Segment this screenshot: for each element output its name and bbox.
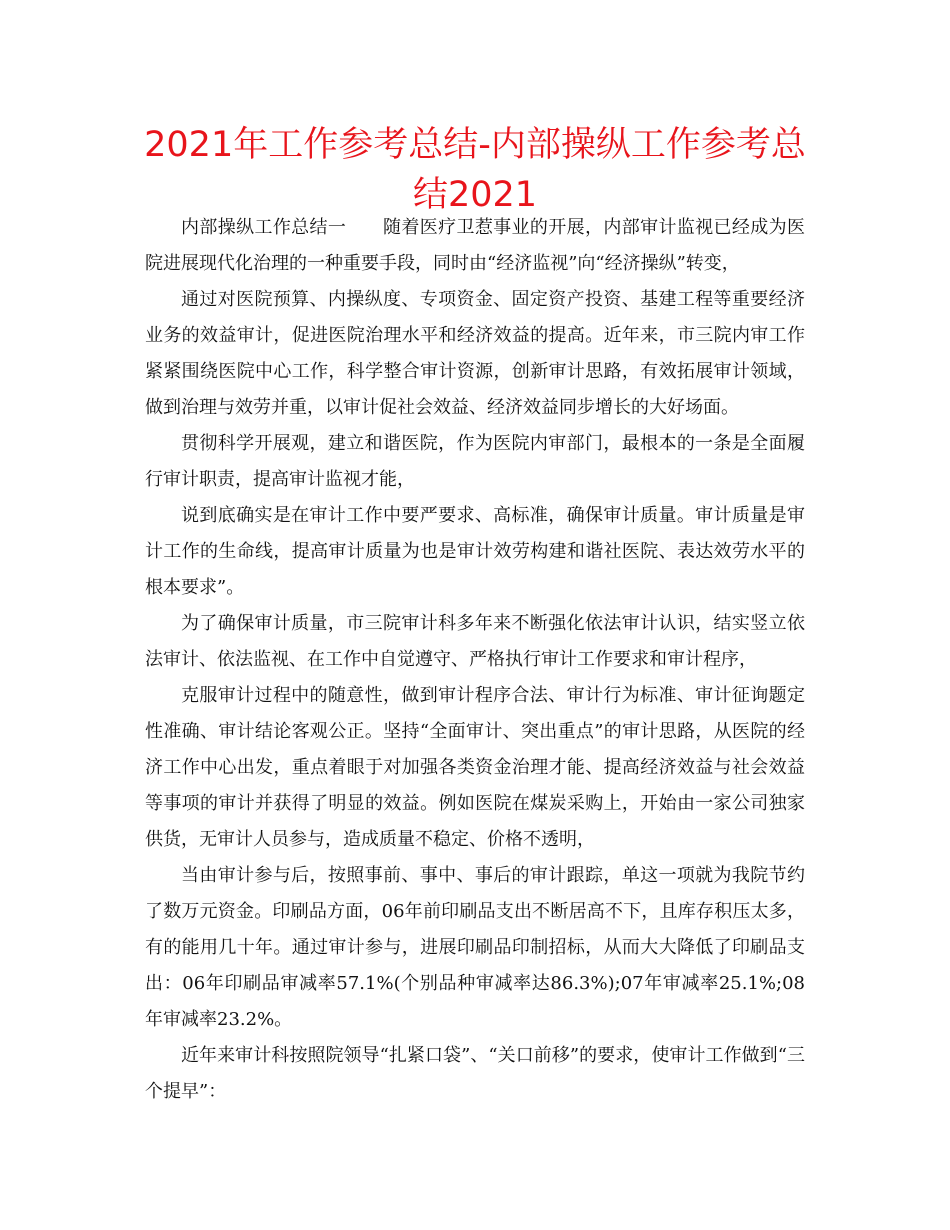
paragraph: 当由审计参与后，按照事前、事中、事后的审计跟踪，单这一项就为我院节约了数万元资金。印刷品方面，06年前印刷品支出不断居高不下，且库存积压太多，有的能用几十年。通过审计参与，进展印刷品印制招标，从而大大降低了印刷品支出：06年印刷品审减率57.1%(个别品种审减率达86.3%);07年审减率25.1%;08年审减率23.2%。 bbox=[145, 865, 805, 1030]
document-body bbox=[145, 210, 805, 1110]
paragraph: 内部操纵工作总结一 随着医疗卫惹事业的开展，内部审计监视已经成为医院进展现代化治理的一种重要手段，同时由“经济监视”向“经济操纵”转变， bbox=[145, 217, 805, 274]
paragraph: 近年来审计科按照院领导“扎紧口袋”、“关口前移”的要求，使审计工作做到“三个提早”： bbox=[145, 1045, 805, 1102]
paragraph: 贯彻科学开展观，建立和谐医院，作为医院内审部门，最根本的一条是全面履行审计职责，提高审计监视才能， bbox=[145, 433, 805, 490]
paragraph: 说到底确实是在审计工作中要严要求、高标准，确保审计质量。审计质量是审计工作的生命线，提高审计质量为也是审计效劳构建和谐社医院、表达效劳水平的根本要求”。 bbox=[145, 505, 805, 598]
paragraph: 克服审计过程中的随意性，做到审计程序合法、审计行为标准、审计征询题定性准确、审计结论客观公正。坚持“全面审计、突出重点”的审计思路，从医院的经济工作中心出发，重点着眼于对加强各类资金治理才能、提高经济效益与社会效益等事项的审计并获得了明显的效益。例如医院在煤炭采购上，开始由一家公司独家供货，无审计人员参与，造成质量不稳定、价格不透明， bbox=[145, 685, 805, 850]
document-title: 2021年工作参考总结-内部操纵工作参考总结2021 bbox=[144, 125, 806, 215]
paragraph: 通过对医院预算、内操纵度、专项资金、固定资产投资、基建工程等重要经济业务的效益审计，促进医院治理水平和经济效益的提高。近年来，市三院内审工作紧紧围绕医院中心工作，科学整合审计资源，创新审计思路，有效拓展审计领域，做到治理与效劳并重，以审计促社会效益、经济效益同步增长的大好场面。 bbox=[145, 289, 805, 418]
paragraph: 为了确保审计质量，市三院审计科多年来不断强化依法审计认识，结实竖立依法审计、依法监视、在工作中自觉遵守、严格执行审计工作要求和审计程序， bbox=[145, 613, 805, 670]
